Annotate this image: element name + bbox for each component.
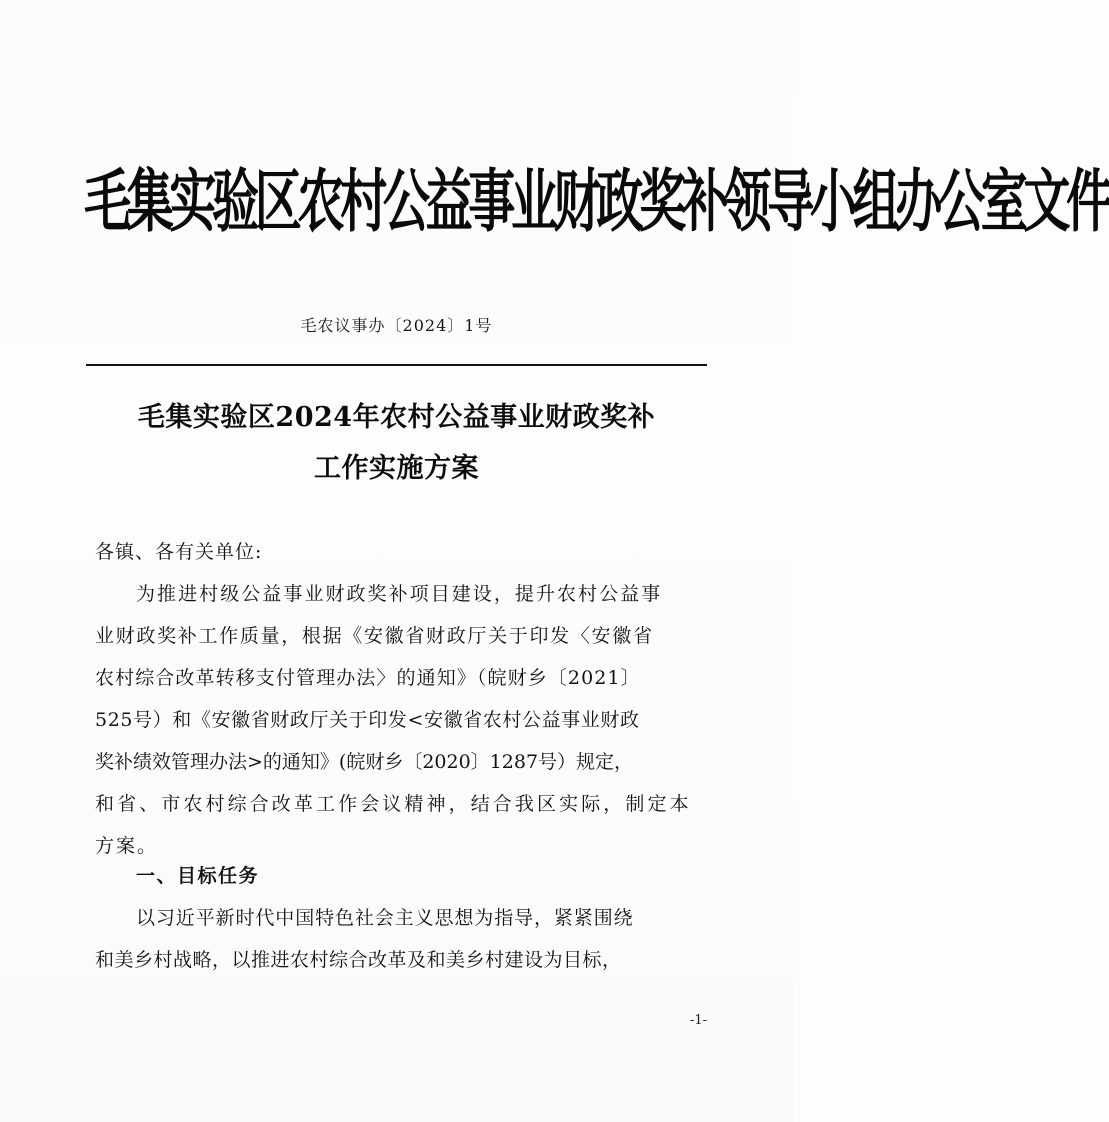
paragraph-line: 525号）和《安徽省财政厅关于印发<安徽省农村公益事业财政 xyxy=(95,709,640,731)
header-divider xyxy=(86,364,707,366)
page-number: -1- xyxy=(690,1013,708,1028)
paragraph-line: 农村综合改革转移支付管理办法〉的通知》（皖财乡〔2021〕 xyxy=(95,667,641,689)
document-title-line-1: 毛集实验区2024年农村公益事业财政奖补 xyxy=(137,402,656,433)
document-title-line-2: 工作实施方案 xyxy=(314,453,479,484)
paragraph-line: 和美乡村战略，以推进农村综合改革及和美乡村建设为目标， xyxy=(95,949,622,971)
document-number: 毛农议事办〔2024〕1号 xyxy=(300,316,493,335)
paragraph-line: 奖补绩效管理办法>的通知》(皖财乡〔2020〕1287号）规定， xyxy=(95,751,634,773)
section-heading: 一、目标任务 xyxy=(136,865,260,887)
paragraph-line: 为推进村级公益事业财政奖补项目建设，提升农村公益事 xyxy=(136,583,663,605)
paragraph-line: 以习近平新时代中国特色社会主义思想为指导，紧紧围绕 xyxy=(136,907,634,929)
issuer-title: 毛集实验区农村公益事业财政奖补领导小组办公室文件 xyxy=(84,162,1109,243)
paragraph-line: 业财政奖补工作质量，根据《安徽省财政厅关于印发〈安徽省 xyxy=(95,625,654,647)
paragraph-line: 和省、市农村综合改革工作会议精神，结合我区实际，制定本 xyxy=(95,793,692,815)
paragraph-line: 方案。 xyxy=(95,835,159,857)
salutation: 各镇、各有关单位: xyxy=(95,541,263,563)
